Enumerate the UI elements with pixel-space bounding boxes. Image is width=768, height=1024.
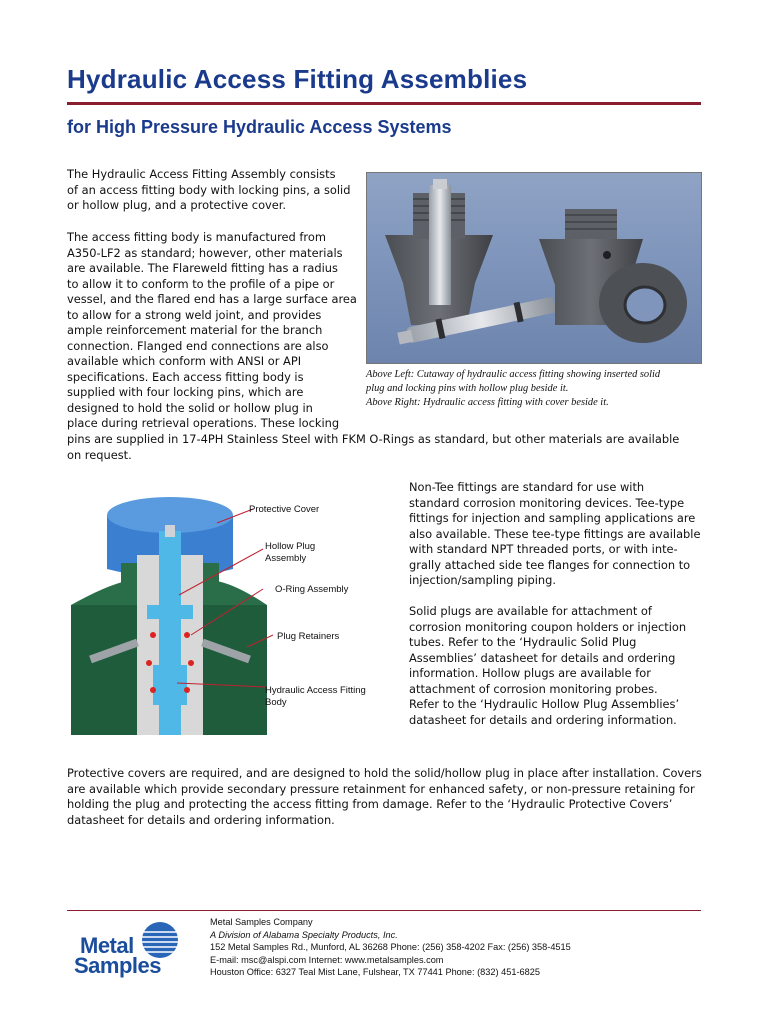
intro-paragraph-1 [67, 167, 350, 214]
caption-line: Above Left: Cutaway of hydraulic access fitting showing inserted solid [366, 369, 661, 380]
text-line: datasheet for details and ordering information. [409, 712, 677, 727]
text-line: Solid plugs are available for attachment of [409, 604, 652, 618]
text-line: injection/sampling piping. [409, 573, 556, 587]
right-paragraph-2 [409, 604, 686, 728]
label-body-1: Hydraulic Access Fitting [265, 685, 366, 696]
text-line: holding the plug and protecting the access fitting from damage. Refer to the ‘Hydraulic Protective Covers’ [67, 797, 673, 811]
text-line: Non-Tee fittings are standard for use with [409, 480, 645, 494]
intro-paragraph-2 [67, 230, 357, 432]
logo-text-metal: Metal [80, 933, 134, 958]
footer-rule [67, 910, 701, 911]
text-line: are available which provide secondary pressure retainment for enhanced safety, or non-pressure retaining for [67, 781, 695, 796]
company-division: A Division of Alabama Specialty Products, Inc. [210, 929, 398, 940]
text-line: connection. Flanged end connections are also [67, 338, 329, 353]
text-line: specifications. Each access fitting body is [67, 369, 304, 384]
text-line: Refer to the ‘Hydraulic Hollow Plug Assemblies’ [409, 697, 680, 711]
text-line: vessel, and the flared end has a large surface area [67, 292, 357, 306]
label-hollow-plug-2: Assembly [265, 553, 307, 564]
text-line: of an access fitting body with locking pins, a solid [67, 182, 351, 197]
text-line: Assemblies’ datasheet for details and ordering [409, 650, 676, 665]
text-line: datasheet for details and ordering information. [67, 812, 335, 827]
text-line: place during retrieval operations. These locking [67, 416, 340, 430]
text-line: The access fitting body is manufactured from [67, 230, 326, 244]
logo-text-samples: Samples [74, 953, 161, 978]
photo-caption [366, 368, 660, 410]
houston-office: Houston Office: 6327 Teal Mist Lane, Fulshear, TX 77441 Phone: (832) 451-6825 [210, 967, 540, 977]
caption-line: plug and locking pins with hollow plug beside it. [366, 383, 569, 394]
text-line: grally attached side tee flanges for connection to [409, 557, 691, 572]
company-email: E-mail: msc@alspi.com Internet: www.metalsamples.com [210, 954, 444, 965]
label-o-ring: O-Ring Assembly [275, 584, 349, 595]
text-line: pins are supplied in 17-4PH Stainless Steel with FKM O-Rings as standard, but other materials are available [67, 432, 680, 446]
text-line: A350-LF2 as standard; however, other materials [67, 245, 343, 260]
text-line: are available. The Flareweld fitting has a radius [67, 261, 338, 275]
title-rule [67, 102, 701, 105]
text-line: designed to hold the solid or hollow plug in [67, 400, 313, 415]
text-line: supplied with four locking pins, which are [67, 385, 304, 399]
text-line: to allow it to conform to the profile of a pipe or [67, 276, 335, 291]
label-body-2: Body [265, 697, 287, 708]
company-logo [72, 920, 184, 978]
page-subtitle: for High Pressure Hydraulic Access Systems [67, 117, 452, 137]
bottom-paragraph [67, 766, 702, 828]
label-protective-cover: Protective Cover [249, 504, 320, 515]
text-line: also available. These tee-type fittings are available [409, 526, 701, 541]
label-plug-retainers: Plug Retainers [277, 631, 340, 642]
cutaway-diagram [67, 485, 377, 735]
company-address: 152 Metal Samples Rd., Munford, AL 36268 Phone: (256) 358-4202 Fax: (256) 358-4515 [210, 942, 571, 952]
company-name: Metal Samples Company [210, 917, 313, 927]
text-line: attachment of corrosion monitoring probes. [409, 681, 658, 696]
text-line: with standard NPT threaded ports, or with inte- [409, 542, 678, 556]
page-title: Hydraulic Access Fitting Assemblies [67, 64, 528, 94]
text-line: or hollow plug, and a protective cover. [67, 198, 287, 212]
product-photo [366, 172, 702, 364]
text-line: on request. [67, 447, 132, 462]
text-line: standard corrosion monitoring devices. Tee-type [409, 495, 685, 510]
product-photo-illustration [367, 173, 701, 363]
text-line: information. Hollow plugs are available for [409, 666, 651, 680]
text-line: to allow for a strong weld joint, and provides [67, 307, 322, 322]
text-line: The Hydraulic Access Fitting Assembly consists [67, 167, 336, 181]
text-line: Protective covers are required, and are designed to hold the solid/hollow plug in place after installation. Covers [67, 766, 702, 780]
text-line: fittings for injection and sampling applications are [409, 511, 696, 525]
label-hollow-plug-1: Hollow Plug [265, 541, 316, 552]
intro-paragraph-2-full [67, 432, 679, 463]
text-line: corrosion monitoring coupon holders or injection [409, 619, 687, 634]
caption-line: Above Right: Hydraulic access fitting with cover beside it. [366, 397, 609, 408]
text-line: available which conform with ANSI or API [67, 354, 302, 368]
text-line: ample reinforcement material for the branch [67, 323, 323, 337]
right-paragraph-1 [409, 480, 700, 589]
cutaway-diagram-drawing [67, 485, 377, 735]
footer-contact [210, 916, 571, 979]
text-line: tubes. Refer to the ‘Hydraulic Solid Plug [409, 635, 637, 649]
